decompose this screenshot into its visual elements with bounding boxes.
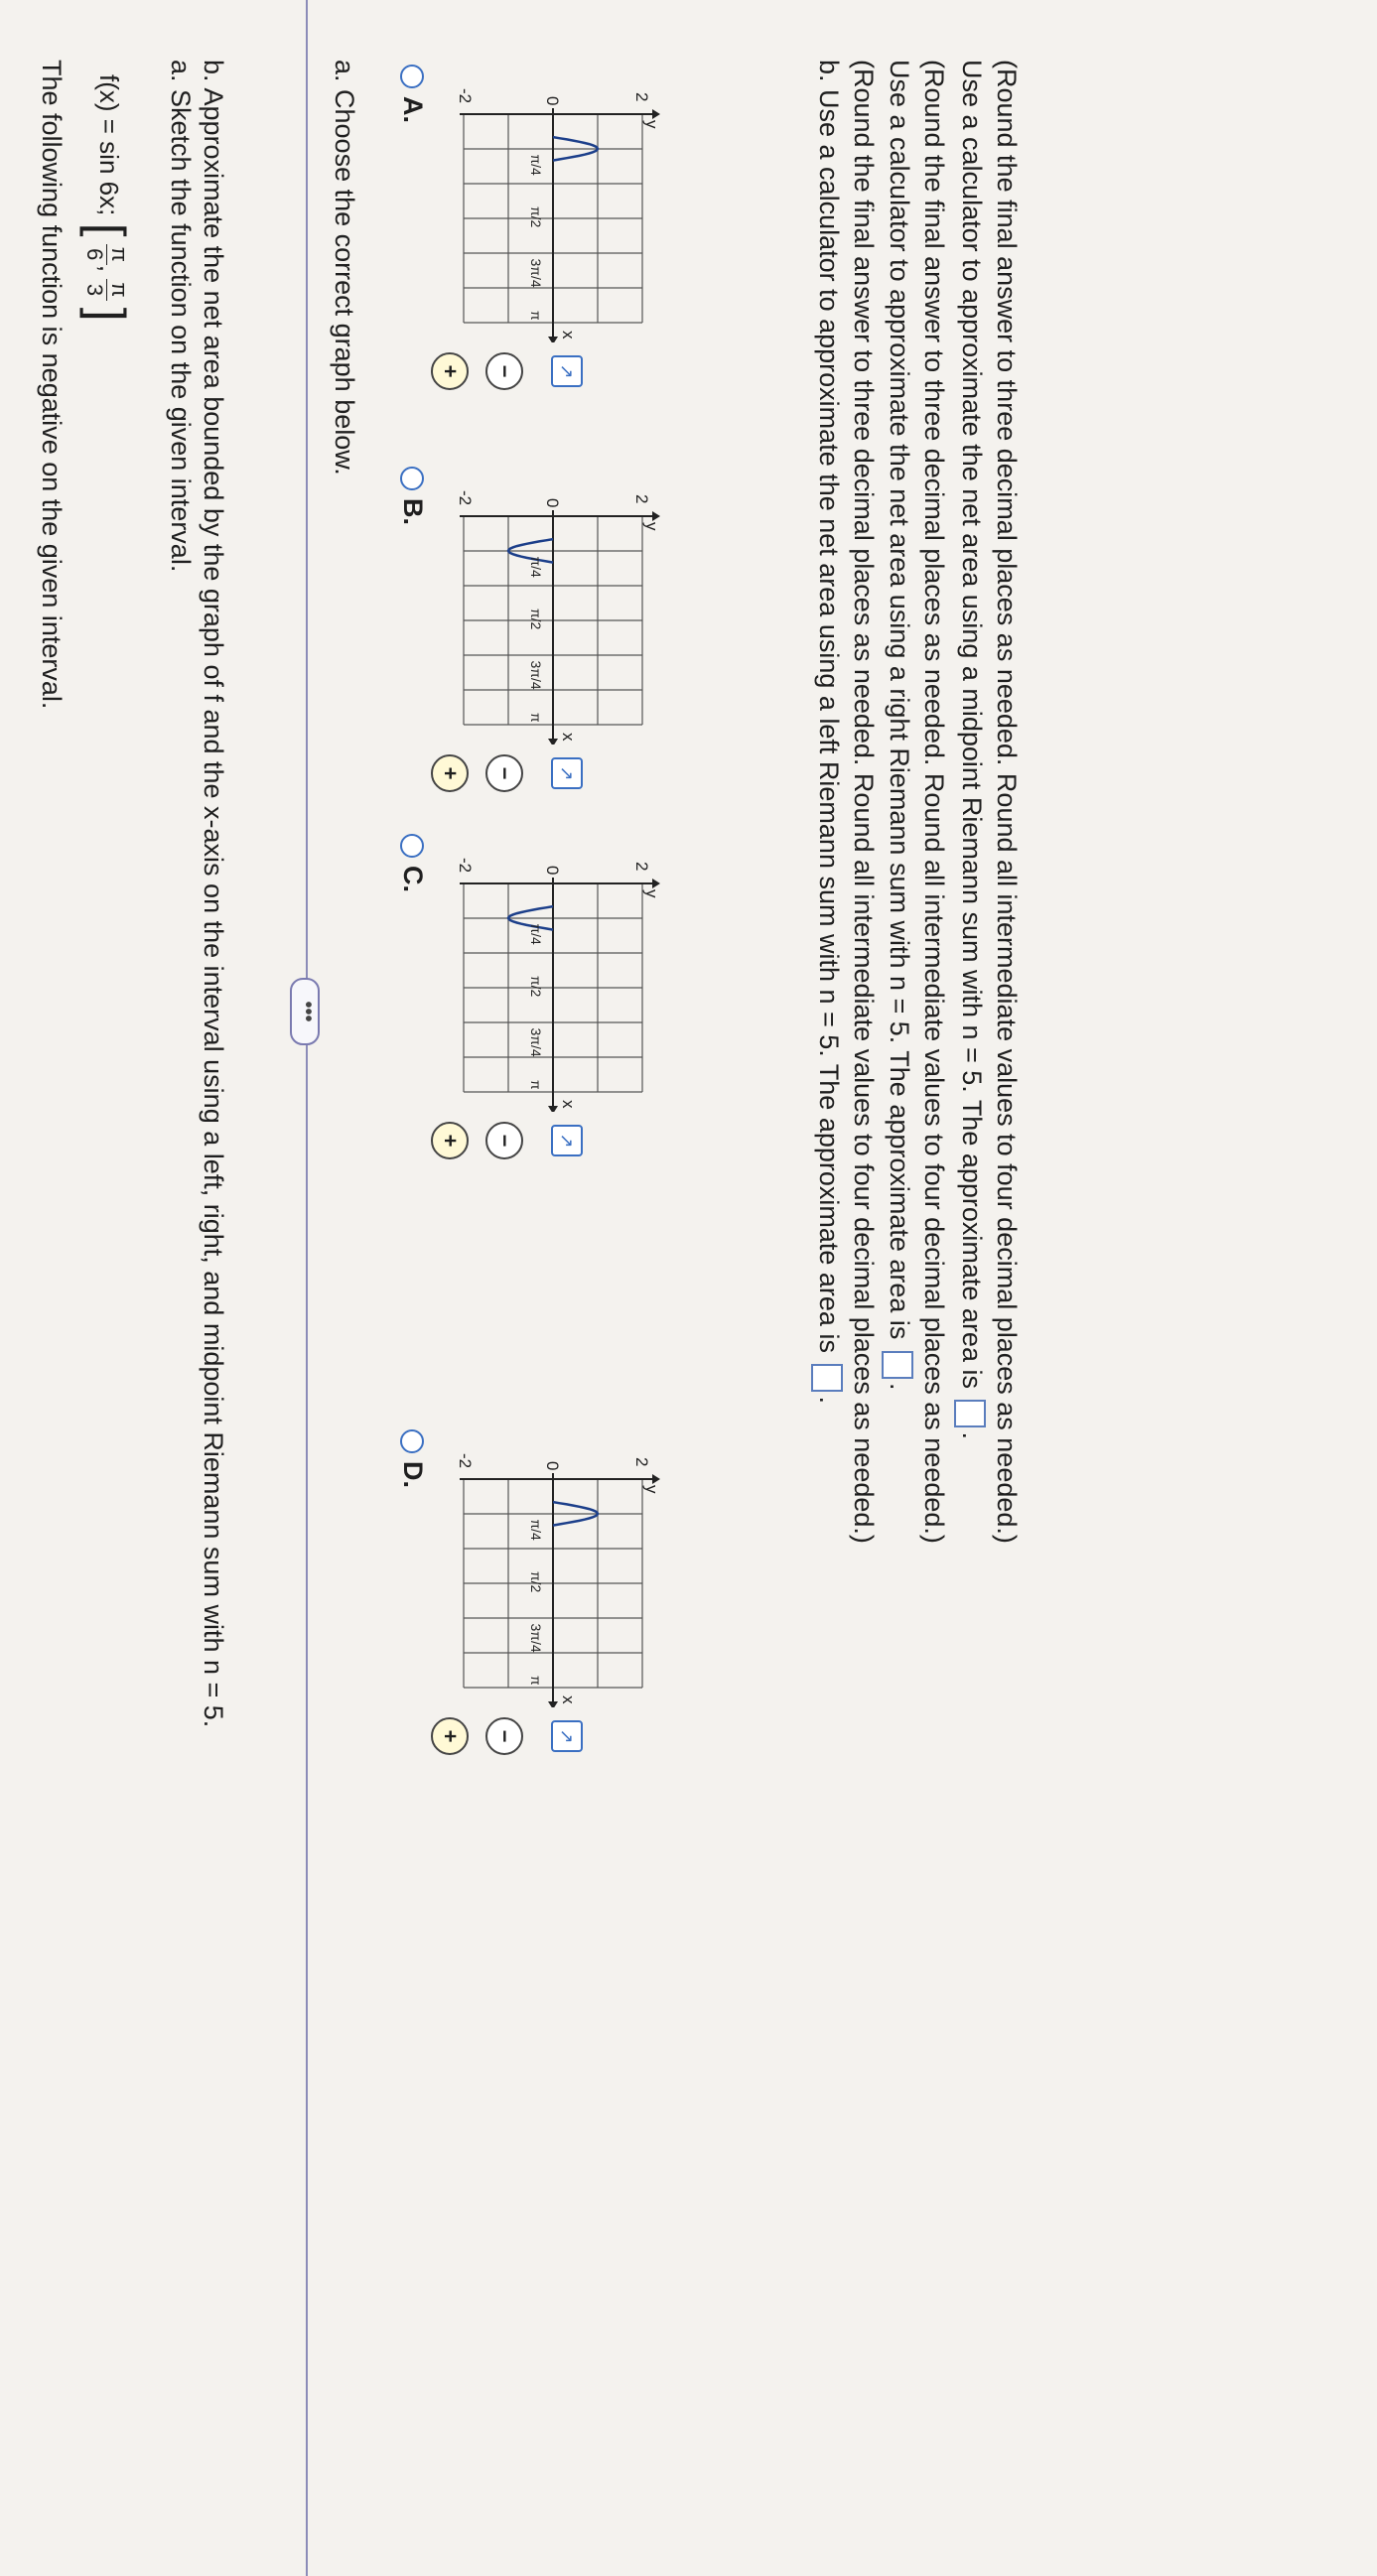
- origin-label: 0: [543, 498, 562, 508]
- option-letter: A.: [398, 96, 428, 123]
- interval-right: π 3: [83, 279, 132, 300]
- midpoint-sum-note: (Round the final answer to three decimal places as needed. Round all intermediate values to four decimal places as needed.): [992, 60, 1022, 1544]
- function-expression: f(x) = sin 6x; [ π 6 , π 3 ]: [79, 74, 135, 322]
- part-a-instruction: a. Sketch the function on the given interval.: [166, 60, 196, 573]
- x-axis-arrow: [548, 739, 558, 745]
- zoom-out-button[interactable]: −: [485, 1122, 523, 1159]
- left-sum-line: b. Use a calculator to approximate the net area using a left Riemann sum with n = 5. The approximate area is .: [811, 60, 844, 1404]
- choose-graph-prompt: a. Choose the correct graph below.: [330, 60, 359, 475]
- y-axis-label: y: [642, 120, 661, 129]
- y-max-label: 2: [632, 92, 651, 102]
- part-b-instruction: b. Approximate the net area bounded by the graph of f and the x-axis on the interval using a left, right, and midpoint Riemann sum with n = 5.: [199, 60, 228, 1728]
- y-max-label: 2: [632, 1457, 651, 1467]
- right-sum-note: (Round the final answer to three decimal places as needed. Round all intermediate values to four decimal places as needed.): [919, 60, 949, 1544]
- x-axis-arrow: [548, 337, 558, 342]
- zoom-out-button[interactable]: −: [485, 1717, 523, 1755]
- zoom-in-button[interactable]: +: [431, 352, 469, 390]
- more-button[interactable]: •••: [290, 978, 320, 1045]
- x-axis-arrow: [548, 1701, 558, 1707]
- graph-option-b[interactable]: [384, 457, 692, 784]
- origin-label: 0: [543, 1461, 562, 1471]
- graph-option-c[interactable]: [384, 824, 692, 1152]
- zoom-out-button[interactable]: −: [485, 352, 523, 390]
- x-tick-label: 3π/4: [528, 1027, 544, 1057]
- origin-label: 0: [543, 96, 562, 106]
- x-tick-label: π: [528, 311, 544, 321]
- x-tick-label: π/2: [528, 976, 544, 998]
- y-axis-arrow: [652, 879, 660, 888]
- x-axis-label: x: [559, 331, 578, 339]
- option-radio[interactable]: [400, 1429, 424, 1453]
- y-min-label: -2: [456, 858, 475, 874]
- x-tick-label: 3π/4: [528, 660, 544, 690]
- graph-plot: [434, 854, 662, 1112]
- midpoint-sum-answer-box[interactable]: [954, 1400, 986, 1427]
- x-axis-label: x: [559, 1100, 578, 1109]
- x-tick-label: 3π/4: [528, 258, 544, 288]
- right-sum-answer-box[interactable]: [882, 1351, 913, 1379]
- origin-label: 0: [543, 866, 562, 876]
- y-max-label: 2: [632, 862, 651, 872]
- x-tick-label: π: [528, 1676, 544, 1686]
- option-radio[interactable]: [400, 834, 424, 858]
- popout-button[interactable]: ↗: [551, 1125, 583, 1156]
- y-axis-arrow: [652, 511, 660, 521]
- y-min-label: -2: [456, 490, 475, 506]
- y-min-label: -2: [456, 88, 475, 104]
- option-letter: C.: [398, 866, 428, 892]
- graph-option-d[interactable]: [384, 1420, 692, 1747]
- option-radio[interactable]: [400, 467, 424, 490]
- zoom-in-button[interactable]: +: [431, 1717, 469, 1755]
- x-axis-label: x: [559, 733, 578, 742]
- option-letter: B.: [398, 498, 428, 525]
- left-sum-note: (Round the final answer to three decimal places as needed. Round all intermediate values to four decimal places as needed.): [849, 60, 879, 1544]
- intro-text: The following function is negative on the given interval.: [37, 60, 67, 710]
- right-sum-prompt: Use a calculator to approximate the net area using a right Riemann sum with n = 5. The approximate area is: [885, 60, 914, 1340]
- left-sum-prompt: b. Use a calculator to approximate the net area using a left Riemann sum with n = 5. The approximate area is: [814, 60, 844, 1353]
- section-divider: [306, 0, 308, 2576]
- graph-plot: [434, 84, 662, 342]
- x-axis-label: x: [559, 1695, 578, 1704]
- graph-plot: [434, 1449, 662, 1707]
- y-axis-label: y: [642, 522, 661, 531]
- x-tick-label: π: [528, 1080, 544, 1090]
- x-tick-label: π/4: [528, 556, 544, 578]
- popout-button[interactable]: ↗: [551, 757, 583, 789]
- zoom-out-button[interactable]: −: [485, 754, 523, 792]
- popout-button[interactable]: ↗: [551, 1720, 583, 1752]
- y-axis-arrow: [652, 1474, 660, 1484]
- x-tick-label: π/2: [528, 609, 544, 630]
- x-tick-label: π/2: [528, 206, 544, 228]
- x-tick-label: π/4: [528, 923, 544, 945]
- x-tick-label: 3π/4: [528, 1623, 544, 1653]
- graph-plot: [434, 486, 662, 745]
- x-tick-label: π: [528, 713, 544, 723]
- popout-button[interactable]: ↗: [551, 355, 583, 387]
- right-sum-line: Use a calculator to approximate the net area using a right Riemann sum with n = 5. The approximate area is .: [882, 60, 914, 1390]
- function-label: f(x) = sin 6x;: [94, 74, 125, 216]
- left-sum-answer-box[interactable]: [811, 1364, 843, 1392]
- option-letter: D.: [398, 1461, 428, 1488]
- y-axis-arrow: [652, 109, 660, 119]
- y-axis-label: y: [642, 1485, 661, 1494]
- x-tick-label: π/4: [528, 154, 544, 176]
- y-min-label: -2: [456, 1453, 475, 1469]
- midpoint-sum-line: Use a calculator to approximate the net area using a midpoint Riemann sum with n = 5. The approximate area is .: [954, 60, 987, 1439]
- zoom-in-button[interactable]: +: [431, 754, 469, 792]
- x-axis-arrow: [548, 1106, 558, 1112]
- zoom-in-button[interactable]: +: [431, 1122, 469, 1159]
- y-max-label: 2: [632, 494, 651, 504]
- midpoint-sum-prompt: Use a calculator to approximate the net area using a midpoint Riemann sum with n = 5. The approximate area is: [957, 60, 987, 1389]
- x-tick-label: π/4: [528, 1519, 544, 1541]
- x-tick-label: π/2: [528, 1571, 544, 1593]
- graph-option-a[interactable]: [384, 55, 692, 382]
- y-axis-label: y: [642, 889, 661, 898]
- option-radio[interactable]: [400, 65, 424, 88]
- interval-left: π 6: [83, 244, 132, 265]
